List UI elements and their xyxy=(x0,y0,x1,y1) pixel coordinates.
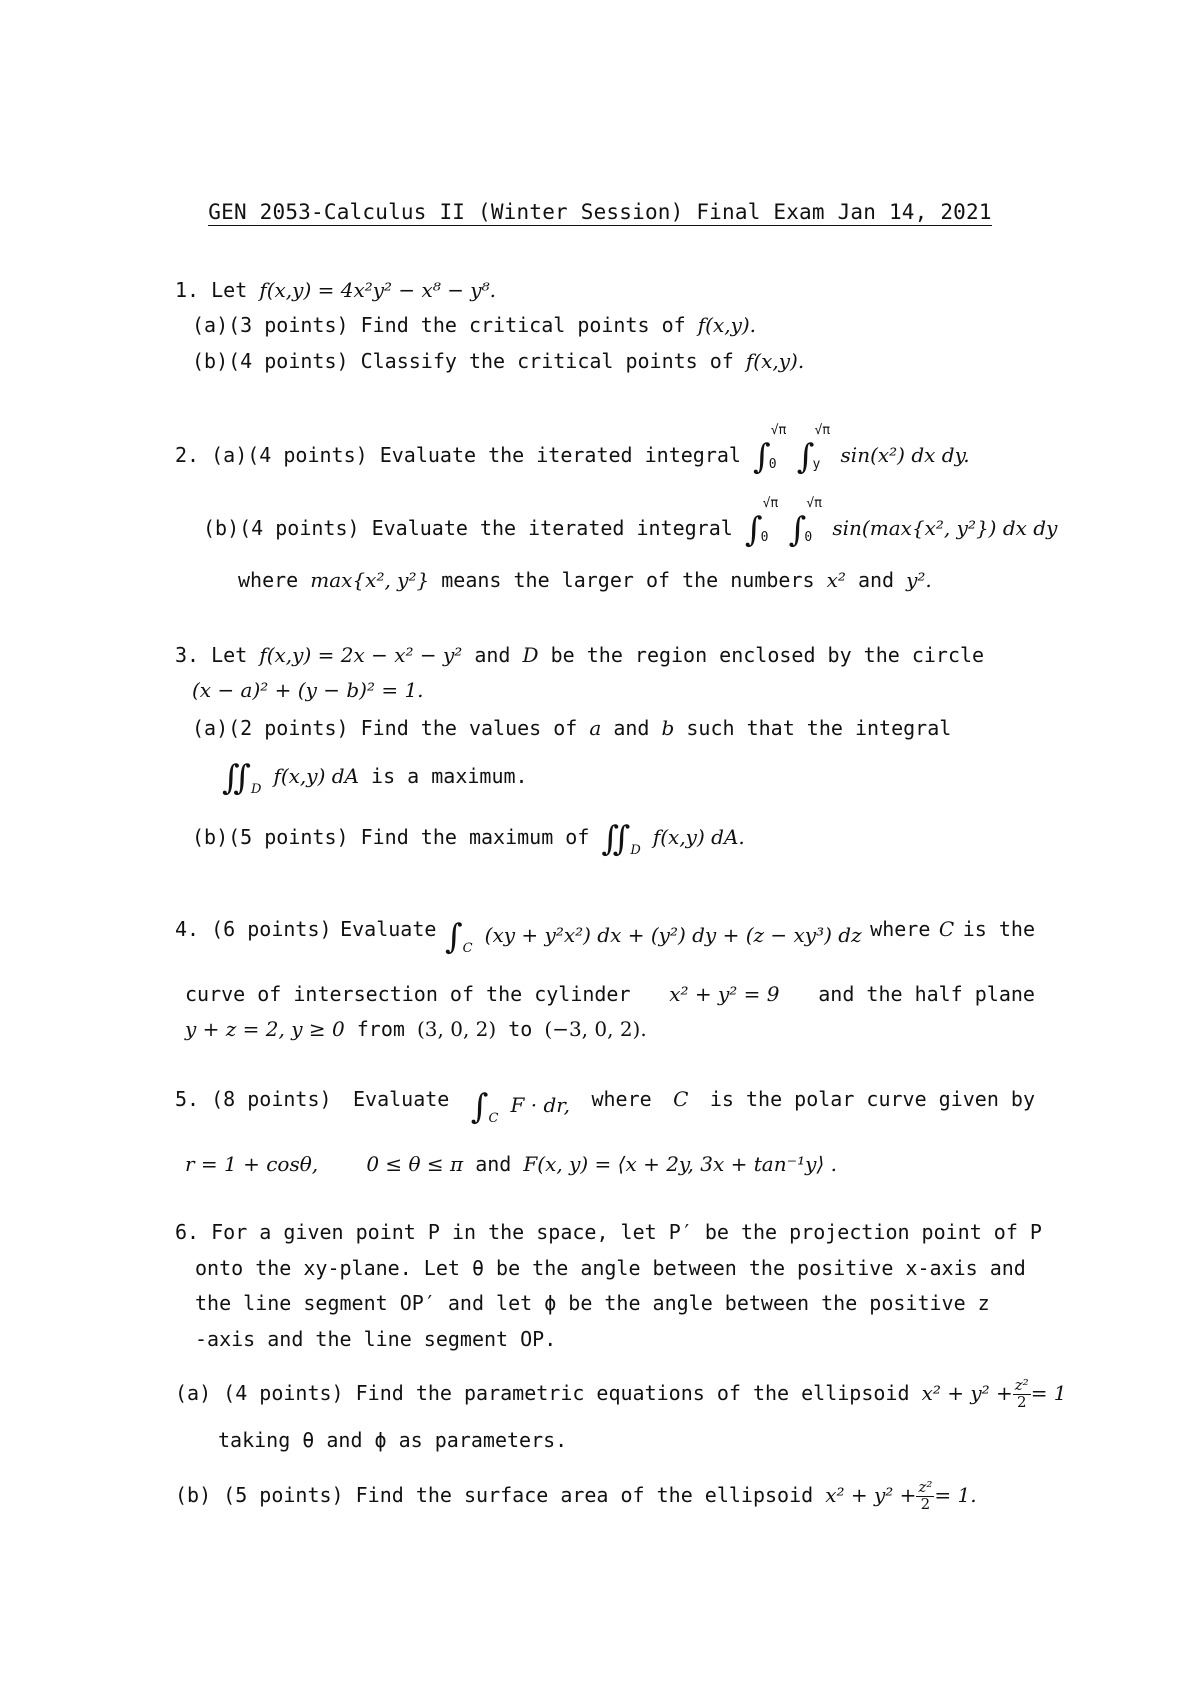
q6-line-3: the line segment OP′ and let ϕ be the angle between the positive z xyxy=(195,1291,990,1315)
exam-title: GEN 2053-Calculus II (Winter Session) Final Exam Jan 14, 2021 xyxy=(208,200,992,224)
integral-sign: ∫ xyxy=(470,1087,489,1127)
q3-part-b: (b)(5 points) Find the maximum of $∬_D$ f(x,y) dA. xyxy=(192,819,745,859)
q5-line-2: r = 1 + cosθ, 0 ≤ θ ≤ π and F(x, y) = ⟨x + 2y, 3x + tan⁻¹y⟩ . xyxy=(185,1152,837,1176)
fraction: $\frac{\text{z²}}{2}$ xyxy=(918,1478,933,1513)
q3-part-a-integral: $∬_D$ f(x,y) dA is a maximum. xyxy=(222,758,528,798)
q2-part-a: 2. (a)(4 points) Evaluate the iterated integral ∫ √π 0 ∫ √π y sin(x²) dx dy. xyxy=(175,423,970,477)
q1-statement: 1. Let f(x,y) = 4x²y² − x⁸ − y⁸. xyxy=(175,278,496,302)
q1-part-b: (b)(4 points) Classify the critical points of f(x,y). xyxy=(192,349,805,373)
integral-sign: ∫ xyxy=(444,917,463,957)
q6-line-4: -axis and the line segment OP. xyxy=(195,1327,557,1351)
integral-sign: ∫ xyxy=(753,437,771,477)
q2-part-b: (b)(4 points) Evaluate the iterated integral ∫ √π 0 ∫ √π 0 sin(max{x², y²}) dx dy xyxy=(203,496,1058,550)
q5-statement: 5. (8 points) Evaluate $\int_C$ F · dr, where C is the polar curve given by xyxy=(175,1087,1035,1127)
q6-part-a: (a) (4 points) Find the parametric equations of the ellipsoid x² + y² + $\frac{\text{z²}}{2}$ = 1 xyxy=(175,1376,1067,1411)
q2-note: where max{x², y²} means the larger of the numbers x² and y². xyxy=(238,568,932,592)
double-integral-sign: ∬ xyxy=(601,819,631,859)
fraction: $\frac{\text{z²}}{2}$ xyxy=(1014,1376,1029,1411)
integral-sign: ∫ xyxy=(744,510,763,550)
q3-statement: 3. Let f(x,y) = 2x − x² − y² and D be the region enclosed by the circle xyxy=(175,643,985,667)
q4-line-3: y + z = 2, y ≥ 0 from (3, 0, 2) to (−3, 0, 2). xyxy=(185,1017,647,1041)
integral-sign: ∫ xyxy=(788,510,807,550)
q3-circle: (x − a)² + (y − b)² = 1. xyxy=(192,678,424,702)
q6-part-b: (b) (5 points) Find the surface area of the ellipsoid x² + y² + $\frac{\text{z²}}{2}$ = 1. xyxy=(175,1478,977,1513)
double-integral-sign: ∬ xyxy=(222,758,251,798)
q6-part-a-2: taking θ and ϕ as parameters. xyxy=(218,1428,568,1452)
q4-statement: 4. (6 points) Evaluate $\int_C$ (xy + y²x²) dx + (y²) dy + (z − xy³) dz where C is the xyxy=(175,917,1035,957)
q6-line-2: onto the xy-plane. Let θ be the angle between the positive x-axis and xyxy=(195,1256,1026,1280)
integral-sign: ∫ xyxy=(796,437,815,477)
q4-line-2: curve of intersection of the cylinder x² + y² = 9 and the half plane xyxy=(185,982,1035,1006)
q3-part-a: (a)(2 points) Find the values of a and b such that the integral xyxy=(192,716,952,740)
q1-part-a: (a)(3 points) Find the critical points of f(x,y). xyxy=(192,313,757,337)
q6-line-1: 6. For a given point P in the space, let P′ be the projection point of P xyxy=(175,1220,1042,1244)
